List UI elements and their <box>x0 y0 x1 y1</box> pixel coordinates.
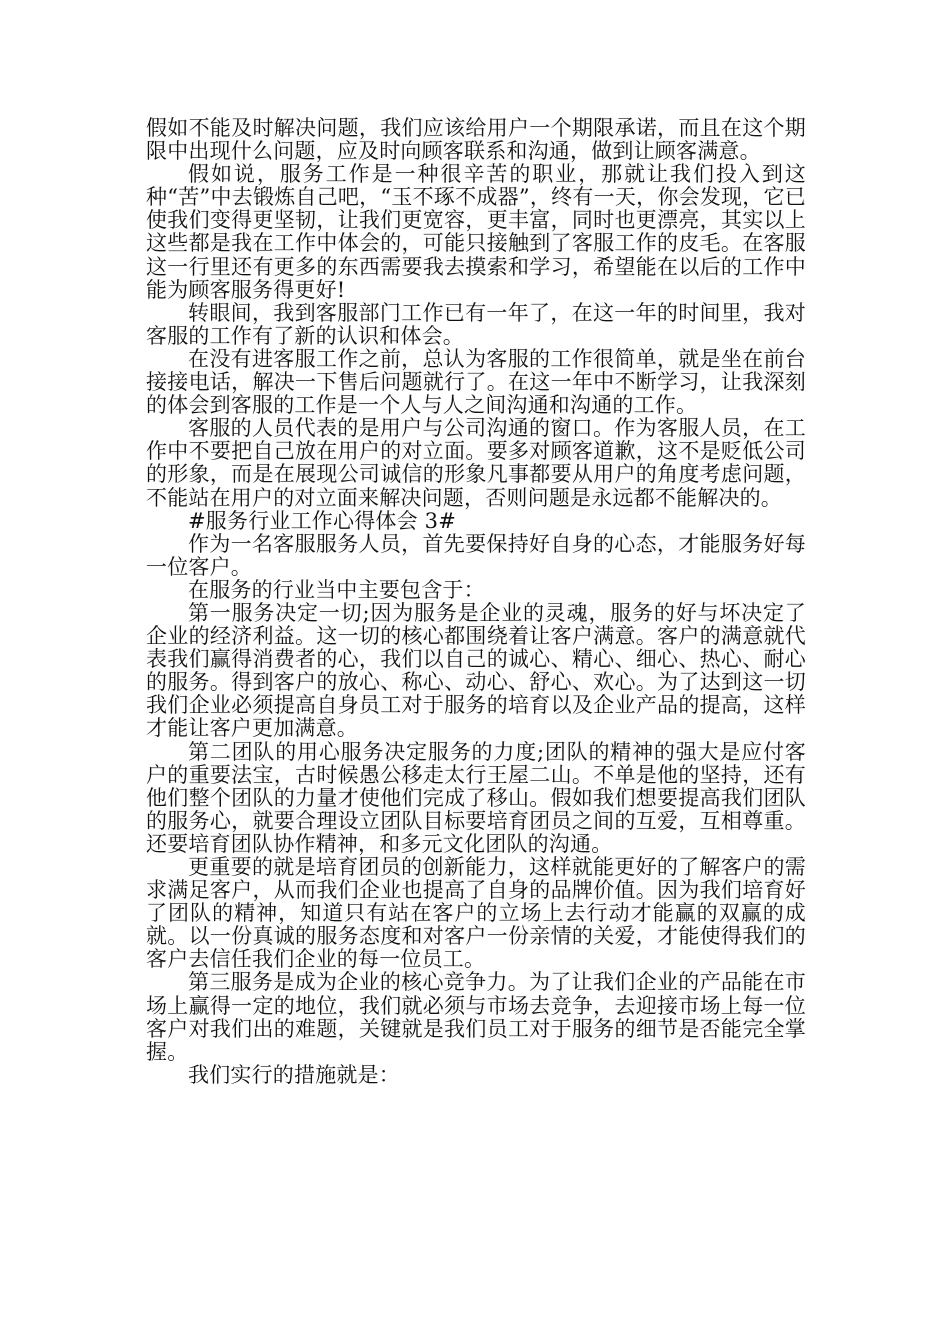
paragraph: 更重要的就是培育团员的创新能力，这样就能更好的了解客户的需求满足客户，从而我们企业也提高了自身的品牌价值。因为我们培育好了团队的精神，知道只有站在客户的立场上去行动才能赢的双赢的成就。以一份真诚的服务态度和对客户一份亲情的关爱，才能使得我们的客户去信任我们企业的每一位员工。 <box>146 855 806 972</box>
paragraph: 在服务的行业当中主要包含于： <box>188 577 485 602</box>
paragraph: 我们实行的措施就是： <box>188 1062 400 1087</box>
paragraph: 第一服务决定一切;因为服务是企业的灵魂，服务的好与坏决定了企业的经济利益。这一切的核心都围绕着让客户满意。客户的满意就代表我们赢得消费者的心，我们以自己的诚心、精心、细心、热心、耐心的服务。得到客户的放心、称心、动心、舒心、欢心。为了达到这一切我们企业必须提高自身员工对于服务的培育以及企业产品的提高，这样才能让客户更加满意。 <box>146 600 806 741</box>
paragraph: 在没有进客服工作之前，总认为客服的工作很简单，就是坐在前台接接电话，解决一下售后问题就行了。在这一年中不断学习，让我深刻的体会到客服的工作是一个人与人之间沟通和沟通的工作。 <box>146 346 806 418</box>
paragraph: 假如不能及时解决问题，我们应该给用户一个期限承诺，而且在这个期限中出现什么问题，应及时向顾客联系和沟通，做到让顾客满意。 <box>146 116 806 164</box>
paragraph: 客服的人员代表的是用户与公司沟通的窗口。作为客服人员，在工作中不要把自己放在用户的对立面。要多对顾客道歉，这不是贬低公司的形象，而是在展现公司诚信的形象凡事都要从用户的角度考虑问题，不能站在用户的对立面来解决问题，否则问题是永远都不能解决的。 <box>146 416 806 510</box>
paragraph: 第三服务是成为企业的核心竞争力。为了让我们企业的产品能在市场上赢得一定的地位，我们就必须与市场去竞争，去迎接市场上每一位客户对我们出的难题，关键就是我们员工对于服务的细节是否能完全掌握。 <box>146 970 806 1064</box>
document-body <box>146 117 806 1087</box>
section-heading: #服务行业工作心得体会 3# <box>188 508 457 533</box>
paragraph: 第二团队的用心服务决定服务的力度;团队的精神的强大是应付客户的重要法宝，古时候愚公移走太行王屋二山。不单是他的坚持，还有他们整个团队的力量才使他们完成了移山。假如我们想要提高我们团队的服务心，就要合理设立团队目标要培育团员之间的互爱，互相尊重。还要培育团队协作精神，和多元文化团队的沟通。 <box>146 739 806 856</box>
paragraph: 转眼间，我到客服部门工作已有一年了，在这一年的时间里，我对客服的工作有了新的认识和体会。 <box>146 300 806 348</box>
paragraph: 假如说，服务工作是一种很辛苦的职业，那就让我们投入到这种“苦”中去锻炼自己吧，“玉不琢不成器”，终有一天，你会发现，它已使我们变得更坚韧，让我们更宽容，更丰富，同时也更漂亮，其实以上这些都是我在工作中体会的，可能只接触到了客服工作的皮毛。在客服这一行里还有更多的东西需要我去摸索和学习，希望能在以后的工作中能为顾客服务得更好! <box>146 162 806 302</box>
paragraph: 作为一名客服服务人员，首先要保持好自身的心态，才能服务好每一位客户。 <box>146 531 806 579</box>
